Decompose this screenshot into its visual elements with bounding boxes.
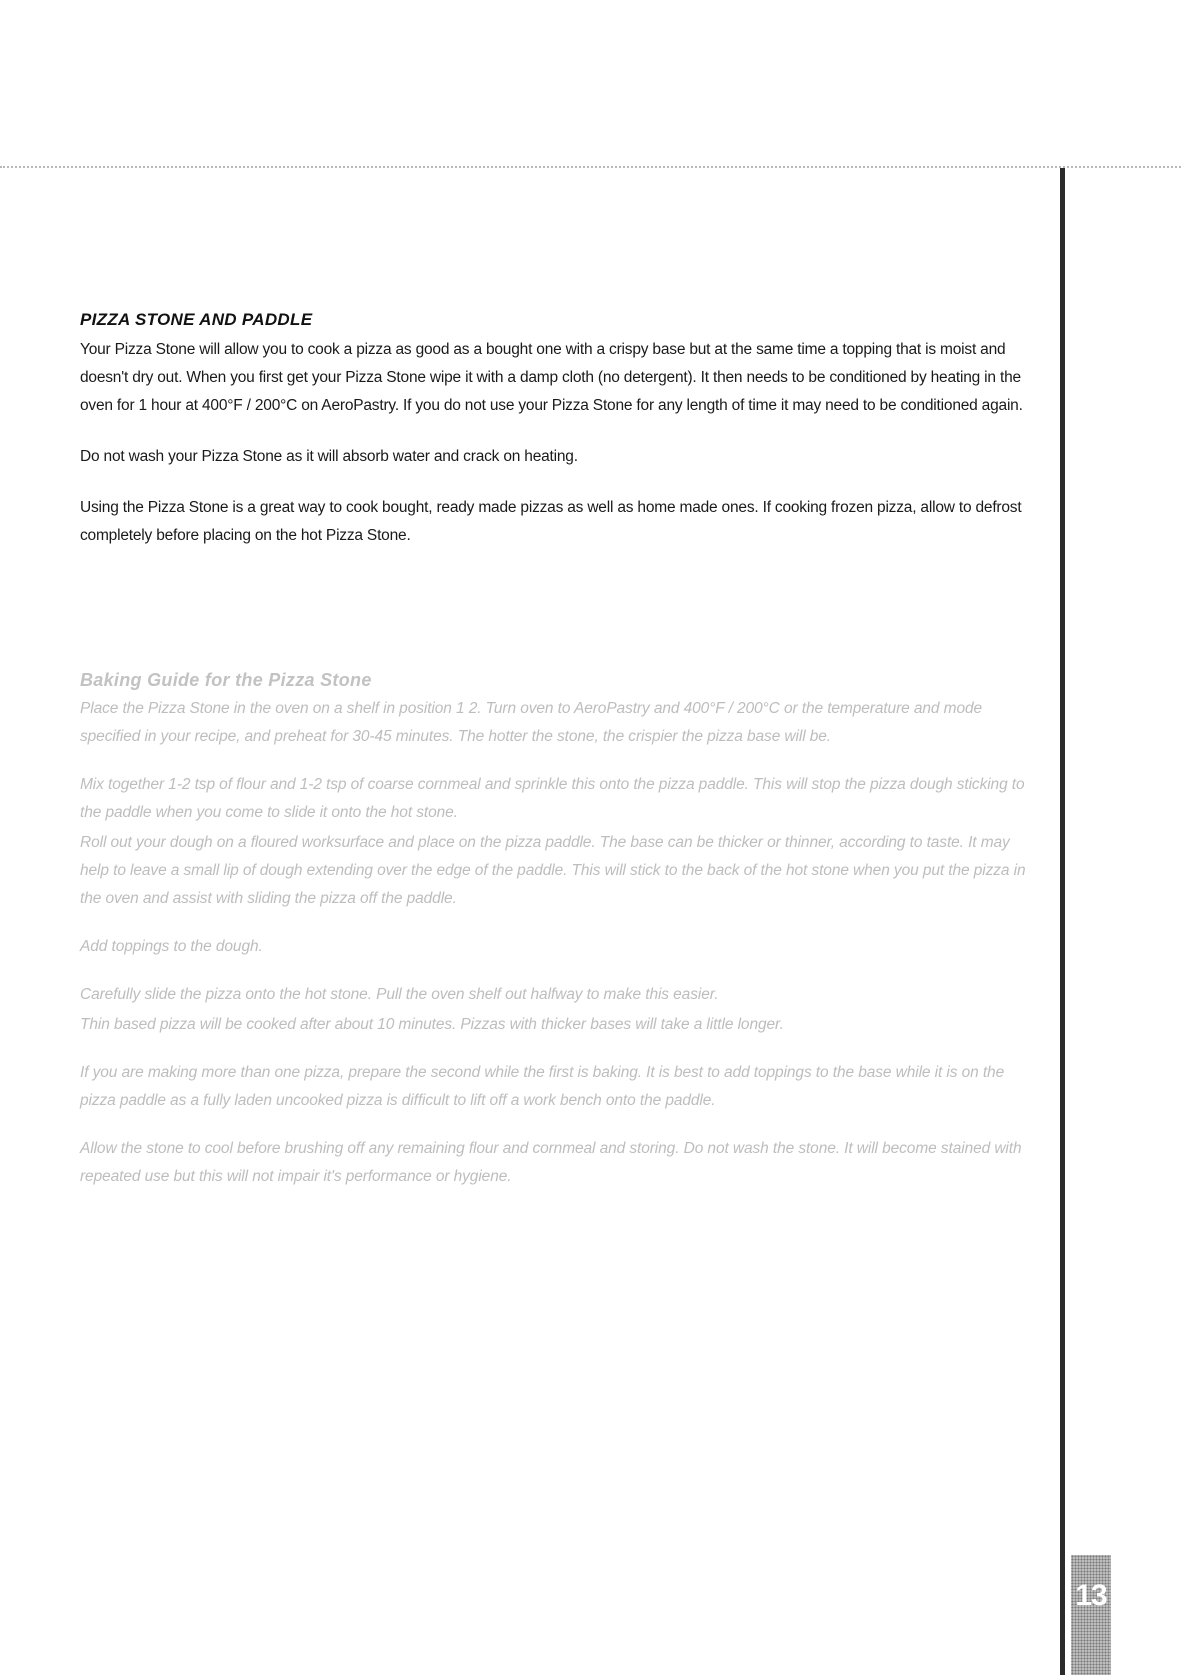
paragraph: Using the Pizza Stone is a great way to cook bought, ready made pizzas as well as home made ones. If cooking frozen pizza, allow to defrost completely before placing on the hot Pizza Stone. — [80, 499, 1022, 544]
paragraph: Your Pizza Stone will allow you to cook a pizza as good as a bought one with a crispy base but at the same time a topping that is moist and doesn't dry out. When you first get your Pizza Stone wipe it with a damp cloth (no detergent). It then needs to be conditioned by heating in the oven for 1 hour at 400°F / 200°C on AeroPastry. If you do not use your Pizza Stone for any length of time it may need to be conditioned again. — [80, 341, 1023, 414]
paragraph: Carefully slide the pizza onto the hot stone. Pull the oven shelf out halfway to make this easier. — [80, 986, 719, 1003]
paragraph: Do not wash your Pizza Stone as it will absorb water and crack on heating. — [80, 448, 578, 465]
paragraph: Roll out your dough on a floured worksurface and place on the pizza paddle. The base can be thicker or thinner, according to taste. It may help to leave a small lip of dough extending over the edge of the paddle. This will stick to the back of the hot stone when you put the pizza in the oven and assist with sliding the pizza off the paddle. — [80, 834, 1026, 907]
section-heading: Baking Guide for the Pizza Stone — [80, 670, 372, 690]
paragraph: Mix together 1-2 tsp of flour and 1-2 tsp of coarse cornmeal and sprinkle this onto the pizza paddle. This will stop the pizza dough sticking to the paddle when you come to slide it onto the hot stone. — [80, 776, 1025, 821]
page-number: 13 — [1075, 1579, 1107, 1612]
paragraph: Allow the stone to cool before brushing off any remaining flour and cornmeal and storing. Do not wash the stone. It will become stained with repeated use but this will not impair it's performance or hygiene. — [80, 1140, 1022, 1185]
paragraph: Thin based pizza will be cooked after about 10 minutes. Pizzas with thicker bases will take a little longer. — [80, 1016, 784, 1033]
paragraph: Place the Pizza Stone in the oven on a shelf in position 1 2. Turn oven to AeroPastry and 400°F / 200°C or the temperature and mode specified in your recipe, and preheat for 30-45 minutes. The hotter the stone, the crispier the pizza base will be. — [80, 700, 983, 745]
page-number-tab — [1071, 1555, 1111, 1675]
pizza-stone-section — [80, 310, 1040, 573]
section-heading: PIZZA STONE AND PADDLE — [80, 310, 313, 329]
top-dotted-rule — [0, 166, 1181, 168]
baking-guide-section — [80, 670, 1040, 1211]
right-margin-bar — [1060, 168, 1065, 1675]
paragraph: Add toppings to the dough. — [80, 938, 263, 955]
paragraph: If you are making more than one pizza, prepare the second while the first is baking. It is best to add toppings to the base while it is on the pizza paddle as a fully laden uncooked pizza is difficult to lift off a work bench onto the paddle. — [80, 1064, 1005, 1109]
